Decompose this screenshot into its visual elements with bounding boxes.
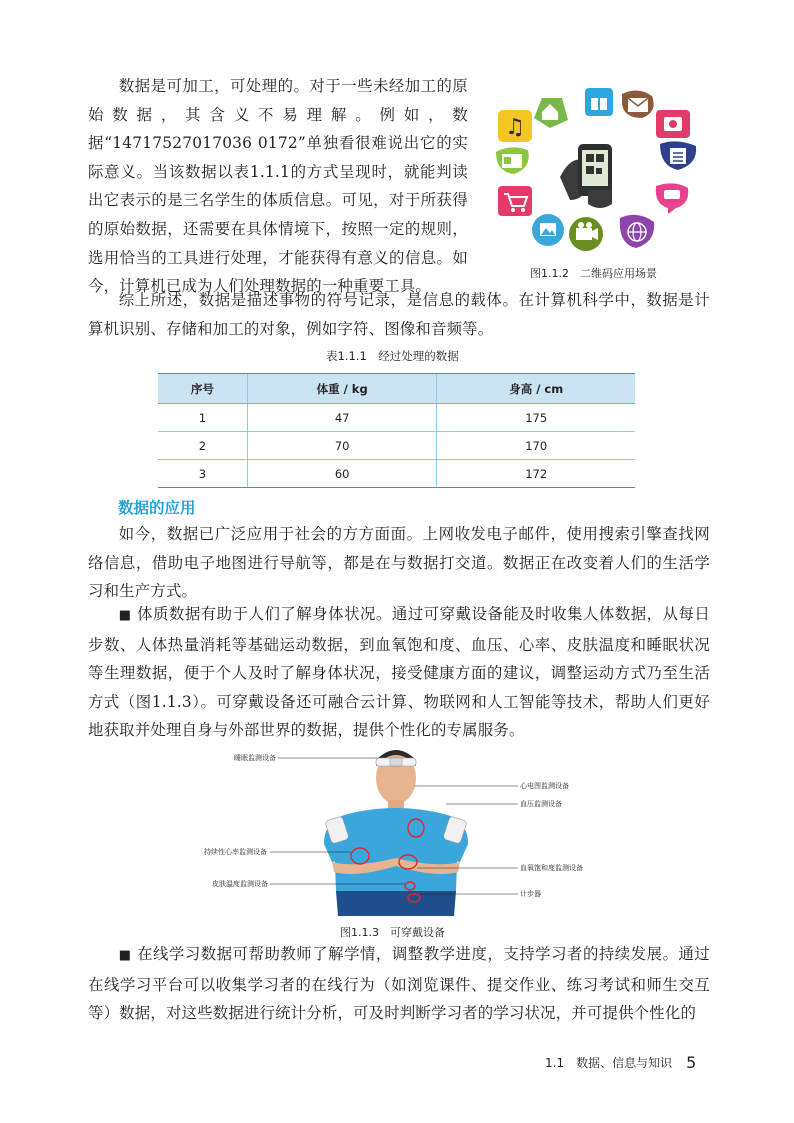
bullet-square: ■	[118, 608, 132, 623]
label-ecg: 心电图监测设备	[520, 782, 569, 790]
wearable-devices-illustration	[196, 746, 596, 916]
paragraph-physical-data-text: 体质数据有助于人们了解身体状况。通过可穿戴设备能及时收集人体数据，从每日步数、人体热量消耗等基础运动数据，到血氧饱和度、血压、心率、皮肤温度和睡眠状况等生理数据，便于个人及时了解身体状况，接受健康方面的建议，调整运动方式乃至生活方式（图1.1.3）。可穿戴设备还可融合云计算、物联网和人工智能等技术，帮助人们更好地获取并处理自身与外部世界的数据，提供个性化的专属服务。	[88, 605, 711, 740]
paragraph-online-learning-text: 在线学习数据可帮助教师了解学情，调整教学进度，支持学习者的持续发展。通过在线学习平台可以收集学习者的在线行为（如浏览课件、提交作业、练习考试和师生交互等）数据，对这些数据进行统计分析，可及时判断学习者的学习状况，并可提供个性化的	[88, 945, 711, 1023]
photo-icon	[532, 214, 564, 246]
camera-icon	[656, 110, 690, 138]
svg-text:♫: ♫	[505, 115, 525, 140]
house-icon	[534, 98, 568, 128]
label-hr: 持续性心率监测设备	[204, 848, 267, 856]
table-header-row	[158, 374, 635, 404]
shopping-cart-icon	[498, 186, 532, 216]
news-icon	[660, 141, 696, 170]
gift-icon	[585, 88, 613, 116]
paragraph-raw-data: 数据是可加工，可处理的。对于一些未经加工的原始数据，其含义不易理解。例如，数据“14717527017036 0172”单独看很难说出它的实际意义。当该数据以表1.1.1的方式呈现时，就能判读出它表示的是三名学生的体质信息。可见，对于所获得的原始数据，还需要在具体情境下，按照一定的规则，选用恰当的工具进行处理，才能获得有意义的信息。如今，计算机已成为人们处理数据的一种重要工具。	[88, 77, 468, 296]
table-header-cell: 序号	[158, 374, 247, 404]
figure-caption-qr: 图1.1.2 二维码应用场景	[530, 267, 657, 280]
label-bp: 血压监测设备	[520, 800, 562, 808]
phone-hand-icon	[560, 144, 612, 208]
table-caption: 表1.1.1 经过处理的数据	[326, 349, 459, 363]
figure-caption-wearable: 图1.1.3 可穿戴设备	[340, 926, 445, 939]
label-step: 计步器	[520, 890, 541, 898]
chat-bubble-icon	[656, 183, 689, 214]
table-cell: 70	[247, 432, 437, 460]
page-footer	[545, 1053, 715, 1072]
label-skin: 皮肤温度监测设备	[212, 880, 268, 888]
paragraph-summary: 综上所述，数据是描述事物的符号记录，是信息的载体。在计算机科学中，数据是计算机识别、存储和加工的对象，例如字符、图像和音频等。	[88, 291, 710, 338]
music-note-icon	[498, 110, 532, 142]
bullet-square: ■	[118, 948, 132, 963]
table-cell: 170	[437, 432, 635, 460]
table-row	[158, 460, 635, 488]
section-heading: 数据的应用	[118, 499, 196, 517]
paragraph-applications: 如今，数据已广泛应用于社会的方方面面。上网收发电子邮件，使用搜索引擎查找网络信息，借助电子地图进行导航等，都是在与数据打交道。数据正在改变着人们的生活学习和生产方式。	[88, 525, 710, 601]
table-cell: 47	[247, 404, 437, 432]
video-camera-icon	[569, 217, 603, 251]
label-sleep: 睡眠监测设备	[234, 754, 276, 762]
paragraph-physical-data	[88, 600, 710, 745]
id-card-icon	[496, 147, 529, 174]
table-row	[158, 432, 635, 460]
footer-section-title: 1.1 数据、信息与知识	[545, 1056, 673, 1070]
table-cell: 1	[158, 404, 247, 432]
qr-scene-illustration	[490, 82, 710, 257]
table-cell: 2	[158, 432, 247, 460]
envelope-icon	[622, 90, 654, 118]
globe-icon	[620, 215, 654, 248]
table-cell: 3	[158, 460, 247, 488]
table-cell: 175	[437, 404, 635, 432]
person-head	[376, 750, 416, 812]
table-cell: 60	[247, 460, 437, 488]
label-spo2: 血氧饱和度监测设备	[520, 864, 583, 872]
table-header-cell: 身高 / cm	[437, 374, 635, 404]
table-cell: 172	[437, 460, 635, 488]
processed-data-table	[158, 373, 635, 488]
paragraph-online-learning	[88, 940, 710, 1028]
page-number: 5	[686, 1053, 697, 1072]
table-row	[158, 404, 635, 432]
table-header-cell: 体重 / kg	[247, 374, 437, 404]
